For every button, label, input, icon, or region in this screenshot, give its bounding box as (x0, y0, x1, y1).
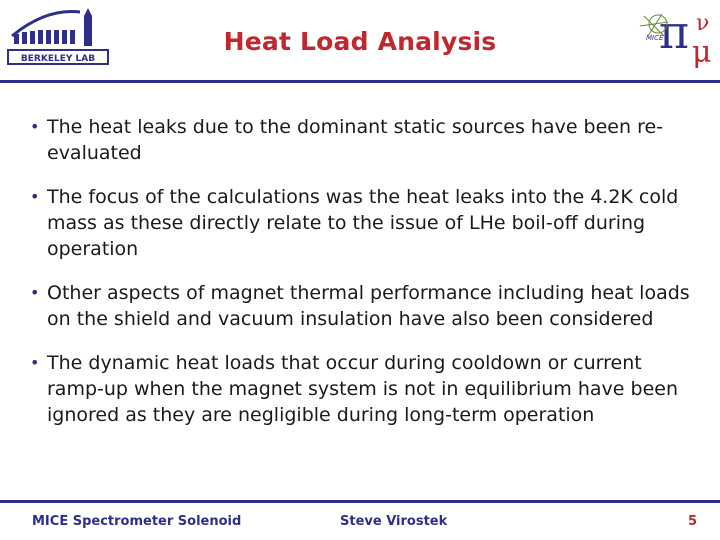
bullet-text: The focus of the calculations was the heat leaks into the 4.2K cold mass as these directly relate to the issue of LHe boil-off during operation (47, 186, 679, 260)
bullet-text: The dynamic heat loads that occur during cooldown or current ramp-up when the magnet system is not in equilibrium have been ignored as they are negligible during long-term operation (47, 352, 678, 426)
header-divider (0, 80, 720, 83)
bullet-item (30, 184, 690, 262)
mice-logo-text: MICE (646, 34, 664, 42)
bullet-marker: • (30, 283, 40, 302)
bullet-list (30, 114, 690, 446)
svg-text:μ: μ (692, 35, 712, 70)
svg-text:π: π (658, 6, 690, 59)
bullet-marker: • (30, 117, 40, 136)
bullet-item (30, 280, 690, 332)
bullet-item (30, 114, 690, 166)
mice-logo (634, 6, 714, 72)
bullet-marker: • (30, 353, 40, 372)
page-title: Heat Load Analysis (223, 27, 497, 56)
footer-divider (0, 500, 720, 503)
bullet-item (30, 350, 690, 428)
bullet-marker: • (30, 187, 40, 206)
berkeley-lab-logo-text: BERKELEY LAB (20, 54, 96, 64)
footer-project: MICE Spectrometer Solenoid (32, 514, 242, 529)
mice-logo-graphic (634, 6, 714, 72)
svg-text:ν: ν (696, 11, 710, 36)
bullet-text: Other aspects of magnet thermal performance including heat loads on the shield and vacuum insulation have also been considered (47, 282, 690, 330)
bullet-text: The heat leaks due to the dominant static sources have been re-evaluated (47, 116, 664, 164)
footer-page-number: 5 (688, 514, 698, 529)
footer-author: Steve Virostek (340, 514, 448, 529)
